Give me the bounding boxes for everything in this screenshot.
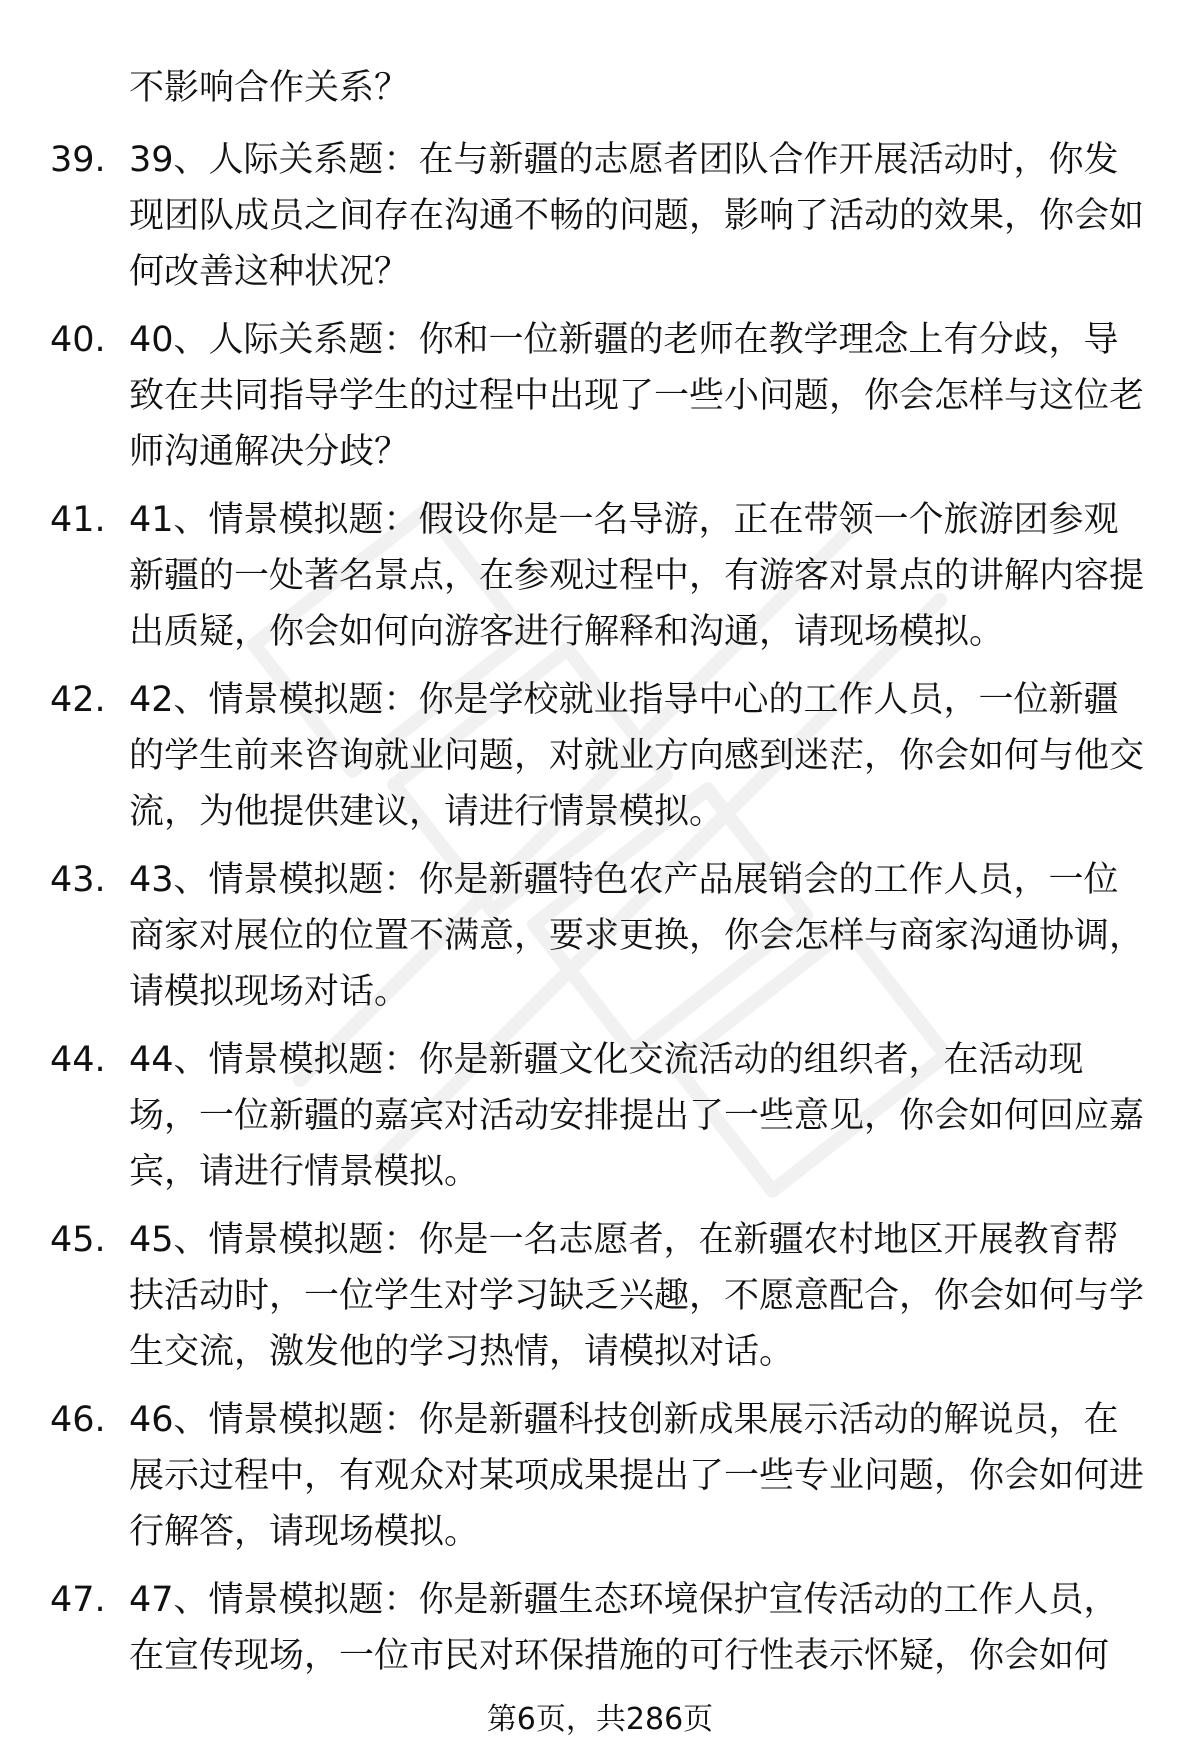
question-text: 39、人际关系题：在与新疆的志愿者团队合作开展活动时，你发现团队成员之间存在沟通不畅的问题，影响了活动的效果，你会如何改善这种状况？ bbox=[129, 140, 1145, 292]
question-text: 43、情景模拟题：你是新疆特色农产品展销会的工作人员，一位商家对展位的位置不满意，要求更换，你会怎样与商家沟通协调，请模拟现场对话。 bbox=[129, 860, 1145, 1012]
question-text: 41、情景模拟题：假设你是一名导游，正在带领一个旅游团参观新疆的一处著名景点，在参观过程中，有游客对景点的讲解内容提出质疑，你会如何向游客进行解释和沟通，请现场模拟。 bbox=[129, 500, 1145, 652]
question-list bbox=[0, 132, 1200, 1752]
question-item bbox=[0, 132, 1200, 312]
question-number: 44. bbox=[50, 1040, 106, 1080]
question-number: 41. bbox=[50, 500, 106, 540]
question-number: 43. bbox=[50, 860, 106, 900]
question-item bbox=[0, 312, 1200, 492]
question-number: 40. bbox=[50, 320, 106, 360]
question-item bbox=[0, 1032, 1200, 1212]
question-text: 42、情景模拟题：你是学校就业指导中心的工作人员，一位新疆的学生前来咨询就业问题，对就业方向感到迷茫，你会如何与他交流，为他提供建议，请进行情景模拟。 bbox=[129, 680, 1145, 832]
question-item bbox=[0, 492, 1200, 672]
question-number: 39. bbox=[50, 140, 106, 180]
question-text: 46、情景模拟题：你是新疆科技创新成果展示活动的解说员，在展示过程中，有观众对某项成果提出了一些专业问题，你会如何进行解答，请现场模拟。 bbox=[129, 1400, 1145, 1552]
question-number: 47. bbox=[50, 1580, 106, 1620]
question-text: 47、情景模拟题：你是新疆生态环境保护宣传活动的工作人员，在宣传现场，一位市民对环保措施的可行性表示怀疑，你会如何 bbox=[129, 1580, 1119, 1676]
question-text: 44、情景模拟题：你是新疆文化交流活动的组织者，在活动现场，一位新疆的嘉宾对活动安排提出了一些意见，你会如何回应嘉宾，请进行情景模拟。 bbox=[129, 1040, 1145, 1192]
question-item bbox=[0, 1212, 1200, 1392]
question-number: 45. bbox=[50, 1220, 106, 1260]
question-number: 42. bbox=[50, 680, 106, 720]
question-item bbox=[0, 672, 1200, 852]
question-item bbox=[0, 1392, 1200, 1572]
continued-question-text: 不影响合作关系？ bbox=[129, 68, 410, 108]
question-number: 46. bbox=[50, 1400, 106, 1440]
question-text: 40、人际关系题：你和一位新疆的老师在教学理念上有分歧，导致在共同指导学生的过程中出现了一些小问题，你会怎样与这位老师沟通解决分歧？ bbox=[129, 320, 1145, 472]
page-footer: 第6页，共286页 bbox=[486, 1702, 714, 1737]
question-text: 45、情景模拟题：你是一名志愿者，在新疆农村地区开展教育帮扶活动时，一位学生对学习缺乏兴趣，不愿意配合，你会如何与学生交流，激发他的学习热情，请模拟对话。 bbox=[129, 1220, 1145, 1372]
question-item bbox=[0, 852, 1200, 1032]
